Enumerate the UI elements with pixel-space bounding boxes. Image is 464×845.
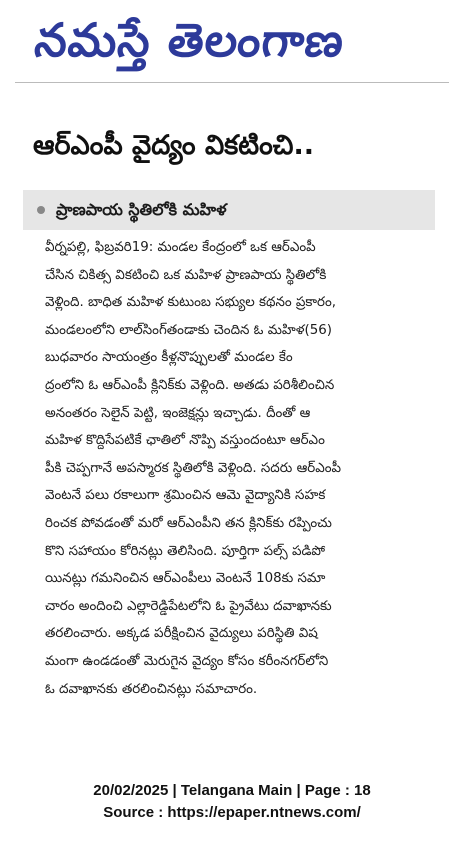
- body-line: యినట్లు గమనించిన ఆర్ఎంపీలు వెంటనే 108కు సమా: [45, 571, 326, 587]
- body-line: కొని సహాయం కోరినట్లు తెలిసింది. పూర్తిగా పల్స్ పడిపో: [45, 543, 326, 559]
- masthead-divider: [15, 82, 449, 83]
- body-line: మహిళ కొద్దిసేపటికే ఛాతిలో నొప్పి వస్తుందంటూ ఆర్ఎం: [45, 433, 325, 449]
- bullet-icon: [37, 206, 45, 214]
- body-line: చారం అందించి ఎల్లారెడ్డిపేటలోని ఓ ప్రైవేటు దవాఖానకు: [45, 598, 332, 614]
- body-line: అనంతరం సెలైన్ పెట్టి, ఇంజెక్షన్లు ఇచ్చాడు. దీంతో ఆ: [45, 405, 311, 421]
- newspaper-clipping: [15, 0, 449, 738]
- body-line: ద్రంలోని ఓ ఆర్ఎంపీ క్లినిక్‌కు వెళ్లింది. అతడు పరిశీలించిన: [45, 377, 335, 393]
- body-line: రించక పోవడంతో మరో ఆర్ఎంపీని తన క్లినిక్‌కు రప్పించు: [45, 515, 332, 531]
- footer-source-link[interactable]: Source : https://epaper.ntnews.com/: [103, 804, 361, 821]
- body-line: మంగా ఉండడంతో మెరుగైన వైద్యం కోసం కరీంనగర్‌లోని: [45, 653, 329, 669]
- body-line: వెంటనే పలు రకాలుగా శ్రమించిన ఆమె వైద్యానికి సహక: [45, 488, 326, 504]
- body-line: వీర్నపల్లి, ఫిబ్రవరి19: మండల కేంద్రంలో ఒక ఆర్ఎంపీ: [45, 240, 316, 255]
- subheading-bar: [23, 190, 435, 230]
- body-line: పీకి చెప్పగానే అపస్మారక స్థితిలోకి వెళ్లింది. సదరు ఆర్ఎంపీ: [45, 460, 342, 476]
- body-line: మండలంలోని లాల్‌సింగ్‌తండాకు చెందిన ఓ మహిళ(56): [45, 322, 332, 338]
- body-line: చేసిన చికిత్స వికటించి ఒక మహిళ ప్రాణపాయ స్థితిలోకి: [45, 267, 327, 283]
- article-body: [45, 234, 437, 703]
- article-headline: ఆర్ఎంపీ వైద్యం వికటించి..: [33, 130, 314, 161]
- body-line: ఓ దవాఖానకు తరలించినట్లు సమాచారం.: [45, 681, 258, 697]
- body-line: బుధవారం సాయంత్రం కీళ్లనొప్పులతో మండల కేం: [45, 350, 293, 366]
- body-line: తరలించారు. అక్కడ పరీక్షించిన వైద్యులు పరిస్థితి విష: [45, 626, 318, 642]
- body-line: వెళ్లింది. బాధిత మహిళ కుటుంబ సభ్యుల కథనం ప్రకారం,: [45, 295, 337, 311]
- article-subheading: ప్రాణపాయ స్థితిలోకి మహిళ: [56, 200, 227, 219]
- masthead-logo: నమస్తే తెలంగాణ: [32, 13, 348, 67]
- footer-edition-info: 20/02/2025 | Telangana Main | Page : 18: [93, 782, 371, 799]
